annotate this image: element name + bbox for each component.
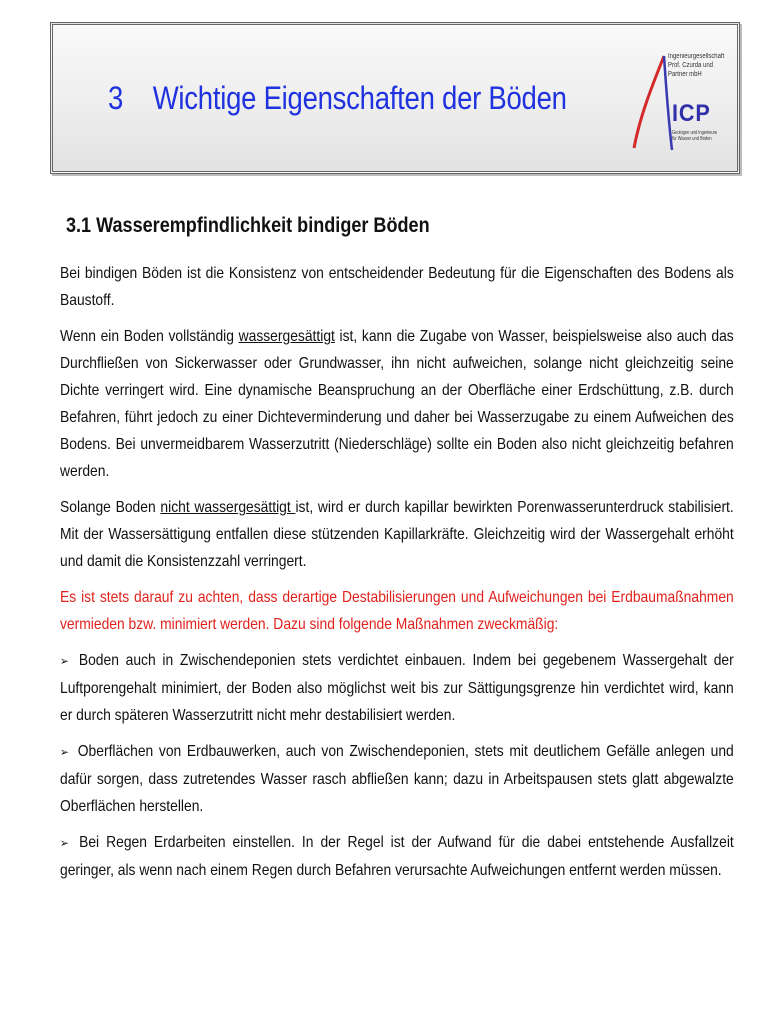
bullet-arrow-icon: ➢ [60, 836, 69, 850]
underlined-term: nicht wassergesättigt [160, 499, 296, 516]
paragraph-consistency: Bei bindigen Böden ist die Konsistenz von entscheidender Bedeutung für die Eigenschaften des Bodens als Baustoff. [60, 265, 734, 309]
logo-company-name: Ingenieurgesellschaft Prof. Czurda und Partner mbH [668, 53, 725, 78]
list-item: ➢ Oberflächen von Erdbauwerken, auch von Zwischendeponien, stets mit deutlichem Gefälle anlegen und dafür sorgen, dass zutretendes Wasser rasch abfließen kann; dazu in Arbeitspausen stets glatt abgewalzte Oberflächen herstellen. [60, 738, 734, 820]
chapter-title [108, 80, 567, 117]
section-title: 3.1 Wasserempfindlichkeit bindiger Böden [66, 214, 430, 237]
chapter-number: 3 [108, 80, 124, 116]
section-body [60, 260, 734, 893]
warning-paragraph: Es ist stets darauf zu achten, dass derartige Destabilisierungen und Aufweichungen bei Erdbaumaßnahmen vermieden bzw. minimiert werden. Dazu sind folgende Maßnahmen zweckmäßig: [60, 589, 734, 633]
underlined-term: wassergesättigt [238, 328, 335, 345]
logo-subtitle: Geologen und Ingenieure für Wasser und Boden [672, 130, 718, 142]
list-item: ➢ Bei Regen Erdarbeiten einstellen. In der Regel ist der Aufwand für die dabei entstehende Ausfallzeit geringer, als wenn nach einem Regen durch Befahren verursachte Aufweichungen entfernt werden müssen. [60, 829, 734, 884]
logo-acronym: ICP [672, 100, 711, 127]
logo-left-stroke [634, 56, 664, 148]
chapter-title-text: Wichtige Eigenschaften der Böden [152, 80, 567, 116]
paragraph-saturated: Wenn ein Boden vollständig wassergesättigt ist, kann die Zugabe von Wasser, beispielsweise also auch das Durchfließen von Sickerwasser oder Grundwasser, ihn nicht aufweichen, solange nicht gleichzeitig seine Dichte verringert wird. Eine dynamische Beanspruchung an der Oberfläche einer Erdschüttung, z.B. durch Befahren, führt jedoch zu einer Dichteverminderung und daher bei Wasserzugabe zu einem Aufweichen des Bodens. Bei unvermeidbarem Wasserzutritt (Niederschläge) sollte ein Boden also nicht gleichzeitig befahren werden. [60, 328, 734, 480]
company-logo [628, 46, 728, 156]
list-item: ➢ Boden auch in Zwischendeponien stets verdichtet einbauen. Indem bei gegebenem Wassergehalt der Luftporengehalt minimiert, der Boden also möglichst weit bis zur Sättigungsgrenze hin verdichtet wird, kann er durch späteren Wasserzutritt nicht mehr destabilisiert werden. [60, 647, 734, 729]
bullet-arrow-icon: ➢ [60, 745, 69, 759]
paragraph-unsaturated: Solange Boden nicht wassergesättigt ist, wird er durch kapillar bewirkten Porenwasserunterdruck stabilisiert. Mit der Wassersättigung entfallen diese stützenden Kapillarkräfte. Gleichzeitig wird der Wassergehalt erhöht und damit die Konsistenzzahl verringert. [60, 499, 734, 570]
bullet-arrow-icon: ➢ [60, 654, 69, 668]
